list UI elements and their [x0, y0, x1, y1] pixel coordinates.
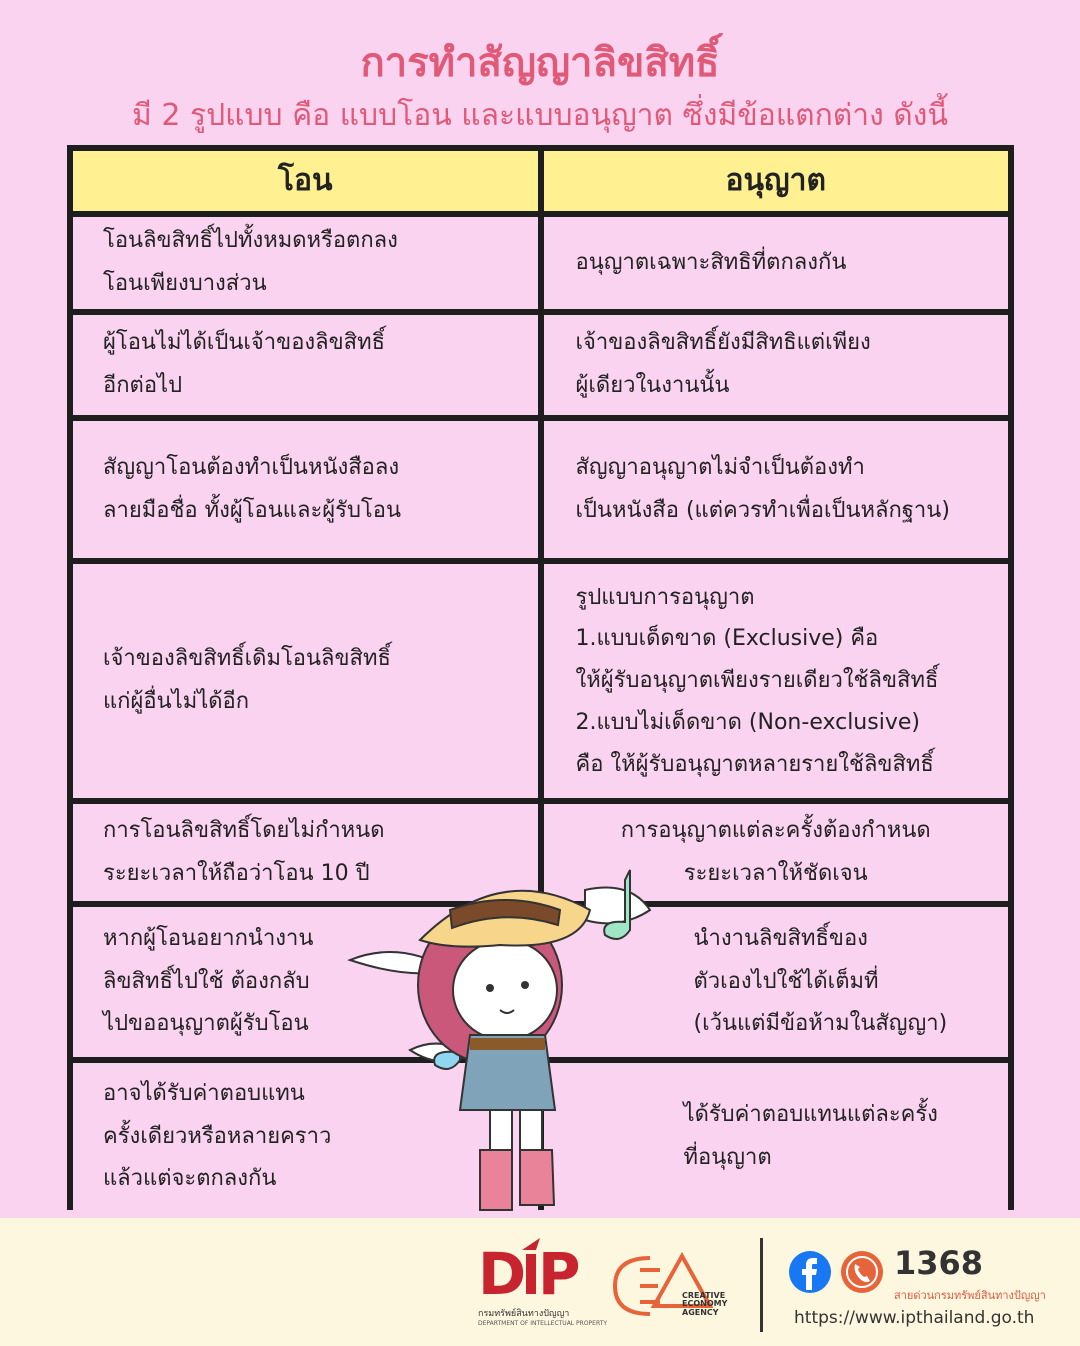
row-7-transfer: อาจได้รับค่าตอบแทน ครั้งเดียวหรือหลายคราว แล้วแต่จะตกลงกัน: [73, 1063, 538, 1211]
row-3-transfer: สัญญาโอนต้องทำเป็นหนังสือลง ลายมือชื่อ ทั้งผู้โอนและผู้รับโอน: [73, 421, 538, 558]
facebook-icon[interactable]: [788, 1250, 832, 1294]
row-5-license: การอนุญาตแต่ละครั้งต้องกำหนด ระยะเวลาให้ชัดเจน: [544, 804, 1009, 901]
phone-icon[interactable]: [840, 1250, 884, 1294]
cea-name: CREATIVE ECONOMY AGENCY: [682, 1291, 728, 1317]
page-subtitle: มี 2 รูปแบบ คือ แบบโอน และแบบอนุญาต ซึ่งมีข้อแตกต่าง ดังนี้: [132, 98, 948, 133]
row-2-license: เจ้าของลิขสิทธิ์ยังมีสิทธิแต่เพียง ผู้เดียวในงานนั้น: [544, 315, 1009, 415]
row-6-license: นำงานลิขสิทธิ์ของ ตัวเองไปใช้ได้เต็มที่ (เว้นแต่มีข้อห้ามในสัญญา): [544, 907, 1009, 1057]
website-link[interactable]: https://www.ipthailand.go.th: [794, 1308, 1035, 1328]
svg-text:D: D: [478, 1240, 527, 1302]
page-title: การทำสัญญาลิขสิทธิ์: [360, 40, 720, 86]
row-1-transfer: โอนลิขสิทธิ์ไปทั้งหมดหรือตกลง โอนเพียงบางส่วน: [73, 217, 538, 309]
mascot-illustration: [330, 850, 660, 1220]
row-2-transfer: ผู้โอนไม่ได้เป็นเจ้าของลิขสิทธิ์ อีกต่อไป: [73, 315, 538, 415]
row-3-license: สัญญาอนุญาตไม่จำเป็นต้องทำ เป็นหนังสือ (แต่ควรทำเพื่อเป็นหลักฐาน): [544, 421, 1009, 558]
svg-text:P: P: [538, 1240, 581, 1302]
header-license: อนุญาต: [544, 151, 1009, 211]
dip-logo-icon: [478, 1236, 588, 1302]
dip-name-th: กรมทรัพย์สินทางปัญญา: [478, 1309, 570, 1319]
row-5-transfer: การโอนลิขสิทธิ์โดยไม่กำหนด ระยะเวลาให้ถือว่าโอน 10 ปี: [73, 804, 538, 901]
row-6-transfer: หากผู้โอนอยากนำงาน ลิขสิทธิ์ไปใช้ ต้องกลับ ไปขออนุญาตผู้รับโอน: [73, 907, 538, 1057]
row-4-license: รูปแบบการอนุญาต 1.แบบเด็ดขาด (Exclusive) คือ ให้ผู้รับอนุญาตเพียงรายเดียวใช้ลิขสิทธิ์ 2.แบบไม่เด็ดขาด (Non-exclusive) คือ ให้ผู้รับอนุญาตหลายรายใช้ลิขสิทธิ์: [544, 564, 1009, 798]
dip-name-en: DEPARTMENT OF INTELLECTUAL PROPERTY: [478, 1320, 608, 1327]
row-1-license: อนุญาตเฉพาะสิทธิที่ตกลงกัน: [544, 217, 1009, 309]
row-7-license: ได้รับค่าตอบแทนแต่ละครั้ง ที่อนุญาต: [544, 1063, 1009, 1211]
row-4-transfer: เจ้าของลิขสิทธิ์เดิมโอนลิขสิทธิ์ แก่ผู้อื่นไม่ได้อีก: [73, 564, 538, 798]
header-transfer: โอน: [73, 151, 538, 211]
footer-divider: [760, 1238, 763, 1332]
hotline-caption: สายด่วนกรมทรัพย์สินทางปัญญา: [894, 1289, 1046, 1302]
hotline-number[interactable]: 1368: [894, 1244, 984, 1282]
